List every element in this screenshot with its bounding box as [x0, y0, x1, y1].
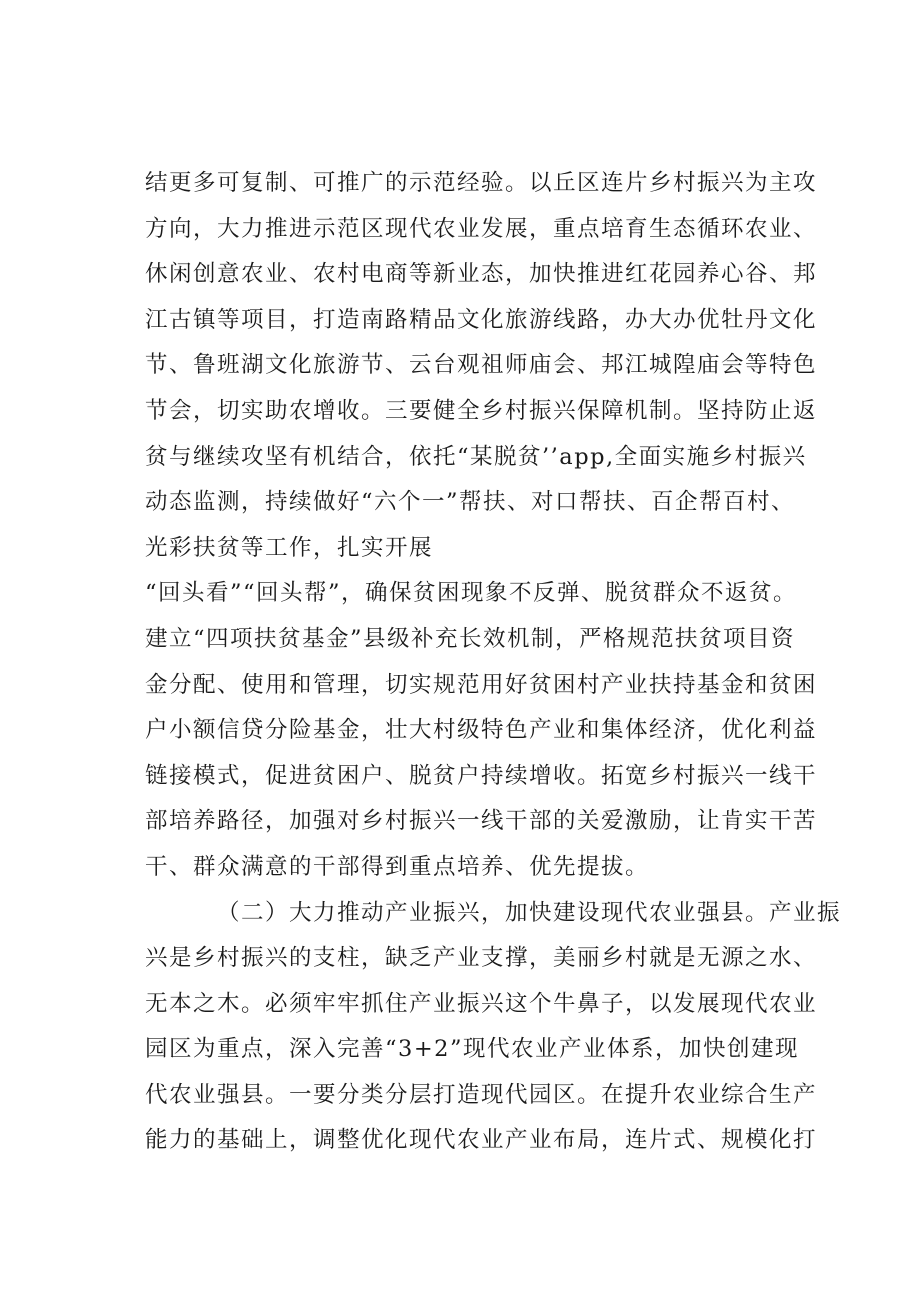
text-line: 动态监测，持续做好“六个一”帮扶、对口帮扶、百企帮百村、 [145, 489, 796, 516]
text-line: 建立“四项扶贫基金”县级补充长效机制，严格规范扶贫项目资 [145, 625, 796, 652]
text-line: 结更多可复制、可推广的示范经验。以丘区连片乡村振兴为主攻 [145, 170, 818, 196]
body-text [145, 161, 842, 1164]
text-line: 园区为重点，深入完善“3+2”现代农业产业体系，加快创建现 [145, 1036, 799, 1063]
text-line: 干、群众满意的干部得到重点培养、优先提拔。 [145, 853, 650, 880]
text-line: 代农业强县。一要分类分层打造现代园区。在提升农业综合生产 [145, 1081, 818, 1108]
text-line: 兴是乡村振兴的支柱，缺乏产业支撑，美丽乡村就是无源之水、 [145, 945, 818, 972]
text-line: 光彩扶贫等工作，扎实开展 [145, 534, 434, 561]
section-heading-line: （二）大力推动产业振兴，加快建设现代农业强县。产业振 [217, 899, 842, 926]
text-line: 休闲创意农业、农村电商等新业态，加快推进红花园养心谷、邦 [145, 261, 818, 288]
text-line: “回头看”“回头帮”，确保贫困现象不反弹、脱贫群众不返贫。 [145, 580, 798, 607]
text-line: 方向，大力推进示范区现代农业发展，重点培育生态循环农业、 [145, 215, 818, 242]
text-line: 无本之木。必须牢牢抓住产业振兴这个牛鼻子，以发展现代农业 [145, 990, 818, 1017]
text-line: 部培养路径，加强对乡村振兴一线干部的关爱激励，让肯实干苦 [145, 808, 818, 835]
text-line: 贫与继续攻坚有机结合，依托“某脱贫’’app,全面实施乡村振兴 [145, 443, 807, 470]
text-line: 能力的基础上，调整优化现代农业产业布局，连片式、规模化打 [145, 1127, 818, 1154]
text-line: 节、鲁班湖文化旅游节、云台观祖师庙会、邦江城隍庙会等特色 [145, 352, 818, 379]
text-line: 链接模式，促进贫困户、脱贫户持续增收。拓宽乡村振兴一线干 [145, 762, 818, 789]
text-line: 节会，切实助农增收。三要健全乡村振兴保障机制。坚持防止返 [145, 397, 818, 424]
text-line: 江古镇等项目，打造南路精品文化旅游线路，办大办优牡丹文化 [145, 306, 818, 333]
text-line: 金分配、使用和管理，切实规范用好贫困村产业扶持基金和贫困 [145, 671, 818, 698]
text-line: 户小额信贷分险基金，壮大村级特色产业和集体经济，优化利益 [145, 717, 818, 744]
